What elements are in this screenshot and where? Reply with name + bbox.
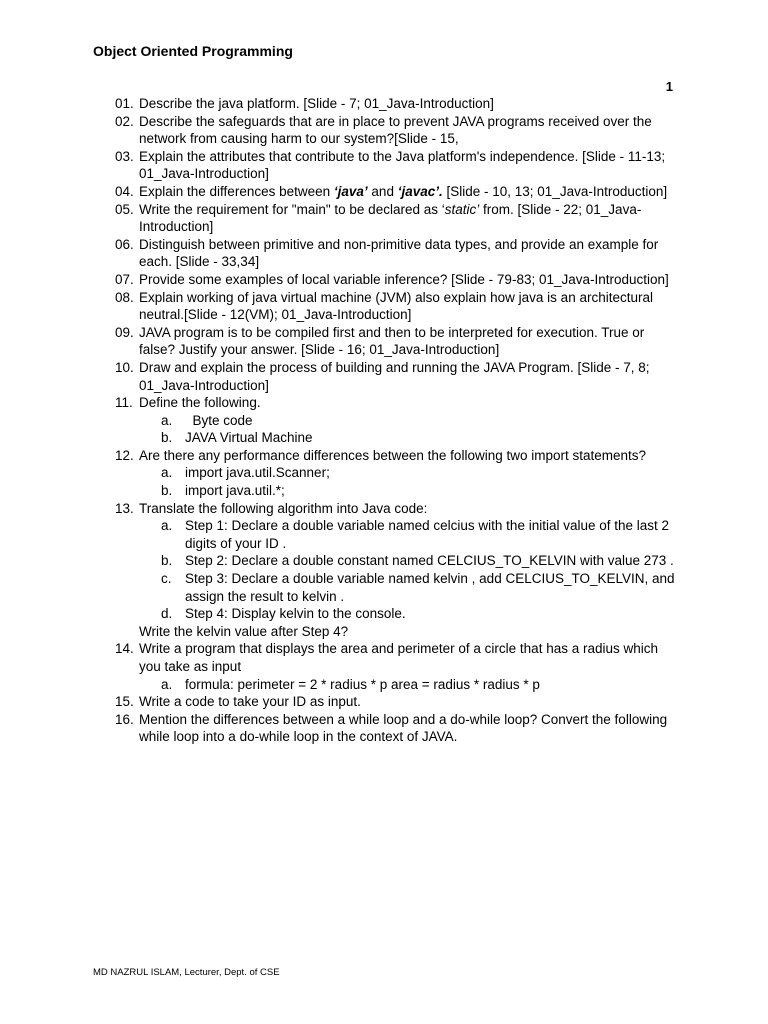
sub-item-letter: b. bbox=[161, 553, 173, 569]
sub-item bbox=[139, 429, 675, 447]
sub-item-list bbox=[139, 676, 675, 694]
sub-item-list bbox=[139, 412, 675, 447]
question-number: 02. bbox=[115, 113, 134, 129]
sub-item bbox=[139, 570, 679, 605]
question-text bbox=[139, 711, 675, 746]
question-text-segment: Draw and explain the process of building and running the JAVA Program. [Slide - 7, 8; 01_Java-Introduction] bbox=[139, 359, 650, 393]
question-item bbox=[115, 359, 675, 394]
footer-author: MD NAZRUL ISLAM, Lecturer, Dept. of CSE bbox=[93, 967, 280, 978]
question-number: 11. bbox=[115, 395, 133, 411]
sub-item-letter: a. bbox=[161, 518, 173, 534]
question-number: 01. bbox=[115, 96, 134, 111]
sub-item-list bbox=[139, 464, 675, 499]
sub-item-letter: a. bbox=[161, 465, 173, 481]
question-number: 15. bbox=[115, 694, 134, 710]
sub-item-letter: b. bbox=[161, 430, 173, 446]
question-text-segment: Distinguish between primitive and non-primitive data types, and provide an example for each. [Slide - 33,34] bbox=[139, 236, 659, 270]
question-text-segment: static’ bbox=[444, 201, 480, 217]
question-number: 13. bbox=[115, 500, 134, 516]
sub-item-text: Step 2: Declare a double constant named CELCIUS_TO_KELVIN with value 273 . bbox=[185, 553, 674, 569]
question-text bbox=[139, 500, 675, 518]
question-body bbox=[139, 324, 675, 359]
question-number: 03. bbox=[115, 148, 134, 164]
question-body bbox=[139, 148, 675, 183]
sub-item-letter: a. bbox=[161, 412, 173, 428]
question-item bbox=[115, 236, 675, 271]
question-text-segment: Write a code to take your ID as input. bbox=[139, 694, 361, 710]
sub-item-text: Byte code bbox=[185, 412, 253, 428]
question-text-segment: Define the following. bbox=[139, 395, 261, 411]
question-text-segment: Mention the differences between a while loop and a do-while loop? Convert the following while loop into a do-while loop in the context of JAVA. bbox=[139, 711, 668, 745]
question-item bbox=[115, 271, 675, 289]
question-text-segment: Explain the attributes that contribute to the Java platform's independence. [Slide - 11-13; 01_Java-Introduction] bbox=[139, 148, 666, 182]
sub-item-text: import java.util.*; bbox=[185, 483, 285, 499]
question-body bbox=[139, 640, 675, 693]
question-text bbox=[139, 394, 675, 412]
question-text bbox=[139, 271, 675, 289]
question-item bbox=[115, 113, 675, 148]
question-body bbox=[139, 271, 675, 289]
question-item bbox=[115, 183, 675, 201]
question-text bbox=[139, 113, 675, 148]
question-text bbox=[139, 236, 675, 271]
question-text bbox=[139, 693, 675, 711]
question-text-segment: Describe the java platform. [Slide - 7; 01_Java-Introduction] bbox=[139, 96, 494, 111]
question-followup: Write the kelvin value after Step 4? bbox=[139, 623, 349, 639]
question-body bbox=[139, 201, 675, 236]
question-body bbox=[139, 289, 675, 324]
question-text-segment: Provide some examples of local variable inference? [Slide - 79-83; 01_Java-Introduction] bbox=[139, 271, 669, 287]
question-item bbox=[115, 148, 675, 183]
page-number: 1 bbox=[665, 79, 673, 94]
question-text-segment: Explain working of java virtual machine (JVM) also explain how java is an architectural neutral.[Slide - 12(VM); 01_Java-Introduction] bbox=[139, 289, 653, 323]
question-item bbox=[115, 711, 675, 746]
question-body bbox=[139, 359, 675, 394]
question-body bbox=[139, 394, 675, 447]
question-text-segment: from. [Slide - 22; 01_Java-Introduction] bbox=[139, 201, 642, 235]
question-text bbox=[139, 324, 675, 359]
question-number: 05. bbox=[115, 201, 134, 217]
question-number: 08. bbox=[115, 289, 134, 305]
question-text bbox=[139, 289, 675, 324]
sub-item-text: JAVA Virtual Machine bbox=[185, 430, 313, 446]
sub-item-text: import java.util.Scanner; bbox=[185, 465, 330, 481]
question-text bbox=[139, 148, 675, 183]
question-item bbox=[115, 693, 675, 711]
sub-item-text: formula: perimeter = 2 * radius * p area = radius * radius * p bbox=[185, 676, 540, 692]
question-item bbox=[115, 500, 679, 641]
question-text-segment: Explain the differences between bbox=[139, 183, 334, 199]
question-list bbox=[115, 95, 679, 746]
sub-item-letter: c. bbox=[161, 571, 172, 587]
question-item bbox=[115, 394, 675, 447]
question-number: 04. bbox=[115, 183, 134, 199]
sub-item bbox=[139, 605, 675, 623]
question-body bbox=[139, 236, 675, 271]
sub-item-letter: d. bbox=[161, 606, 173, 622]
question-number: 09. bbox=[115, 324, 134, 340]
question-text bbox=[139, 359, 675, 394]
question-text-segment: and bbox=[367, 183, 398, 199]
question-text-segment: Describe the safeguards that are in place to prevent JAVA programs received over the network from causing harm to our system?[Slide - 15, bbox=[139, 113, 652, 147]
sub-item bbox=[139, 517, 675, 552]
question-text bbox=[139, 201, 675, 236]
question-body bbox=[139, 447, 675, 500]
question-text-segment: Are there any performance differences between the following two import statements? bbox=[139, 447, 647, 463]
sub-item-text: Step 3: Declare a double variable named kelvin , add CELCIUS_TO_KELVIN, and assign the result to kelvin . bbox=[185, 571, 679, 604]
question-text-segment: Write a program that displays the area and perimeter of a circle that has a radius which you take as input bbox=[139, 641, 659, 674]
question-item bbox=[115, 640, 675, 693]
question-body bbox=[139, 693, 675, 711]
question-text-segment: [Slide - 10, 13; 01_Java-Introduction] bbox=[442, 183, 668, 199]
sub-item bbox=[139, 412, 675, 430]
question-number: 07. bbox=[115, 271, 134, 287]
question-body bbox=[139, 500, 679, 641]
question-number: 14. bbox=[115, 641, 134, 657]
question-item bbox=[115, 324, 675, 359]
sub-item bbox=[139, 482, 675, 500]
question-item bbox=[115, 289, 675, 324]
question-item bbox=[115, 95, 675, 113]
question-text bbox=[139, 183, 675, 201]
question-text bbox=[139, 447, 675, 465]
question-body bbox=[139, 95, 675, 113]
question-number: 12. bbox=[115, 447, 134, 463]
question-body bbox=[139, 183, 675, 201]
sub-item bbox=[139, 676, 675, 694]
sub-item-text: Step 4: Display kelvin to the console. bbox=[185, 606, 406, 622]
sub-item-list bbox=[139, 517, 679, 623]
question-text-segment: Write the requirement for "main" to be declared as ‘ bbox=[139, 201, 445, 217]
question-text bbox=[139, 640, 675, 675]
sub-item bbox=[139, 552, 675, 570]
question-number: 06. bbox=[115, 236, 134, 252]
question-text bbox=[139, 95, 675, 113]
sub-item-letter: b. bbox=[161, 483, 173, 499]
question-item bbox=[115, 447, 675, 500]
question-text-segment: ‘java’ bbox=[333, 183, 368, 199]
question-text-segment: ‘javac’. bbox=[397, 183, 443, 199]
question-number: 10. bbox=[115, 359, 134, 375]
question-text-segment: Translate the following algorithm into Java code: bbox=[139, 500, 428, 516]
question-body bbox=[139, 711, 675, 746]
sub-item-text: Step 1: Declare a double variable named celcius with the initial value of the last 2 digits of your ID . bbox=[185, 518, 673, 551]
sub-item bbox=[139, 464, 675, 482]
document-title: Object Oriented Programming bbox=[93, 43, 293, 59]
question-body bbox=[139, 113, 675, 148]
question-item bbox=[115, 201, 675, 236]
question-text-segment: JAVA program is to be compiled first and then to be interpreted for execution. True or false? Justify your answer. [Slide - 16; 01_Java-Introduction] bbox=[139, 324, 645, 358]
sub-item-letter: a. bbox=[161, 676, 173, 692]
question-number: 16. bbox=[115, 711, 134, 727]
